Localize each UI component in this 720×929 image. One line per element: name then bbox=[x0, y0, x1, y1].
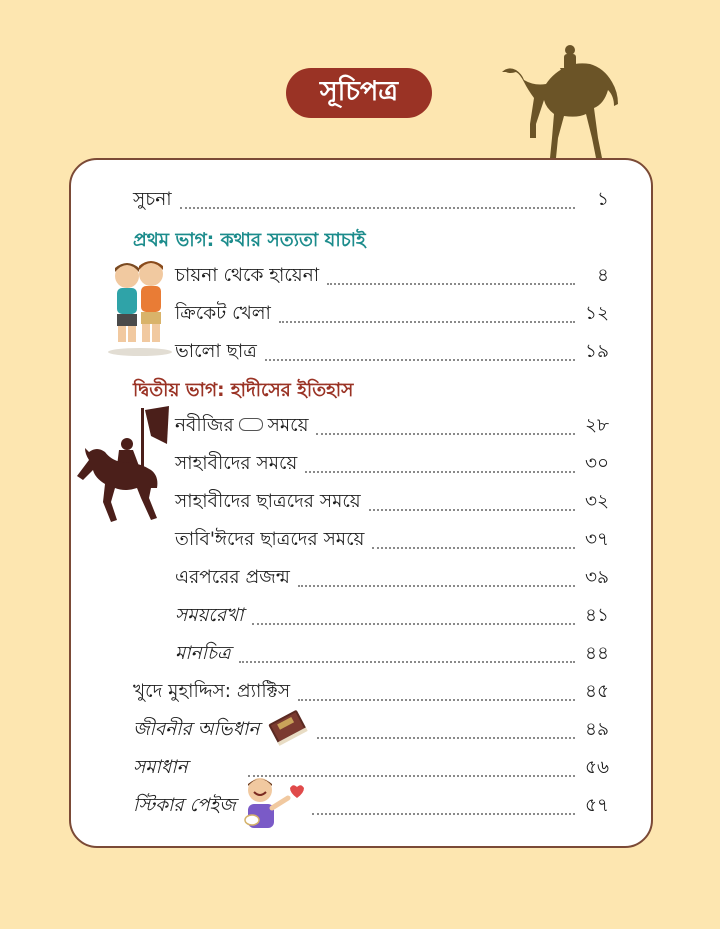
toc-label: চায়না থেকে হায়েনা bbox=[175, 265, 320, 286]
toc-label: সুচনা bbox=[133, 189, 172, 210]
toc-label: সময়রেখা bbox=[175, 605, 244, 626]
toc-row[interactable] bbox=[175, 300, 609, 330]
dot-leader bbox=[180, 206, 575, 209]
section-heading-part2: দ্বিতীয় ভাগ: হাদীসের ইতিহাস bbox=[133, 380, 354, 401]
toc-label: এরপরের প্রজন্ম bbox=[175, 567, 290, 588]
toc-page: ৫৬ bbox=[584, 757, 609, 778]
toc-label bbox=[175, 411, 308, 442]
toc-row[interactable] bbox=[175, 564, 609, 594]
dot-leader bbox=[279, 320, 575, 323]
toc-row[interactable] bbox=[133, 678, 609, 708]
toc-label-suffix: সময়ে bbox=[267, 415, 309, 436]
sticker-boy-icon bbox=[238, 776, 304, 834]
dot-leader bbox=[327, 282, 575, 285]
toc-row[interactable] bbox=[175, 640, 609, 670]
toc-page: ৩০ bbox=[584, 453, 609, 474]
toc-row[interactable] bbox=[175, 602, 609, 632]
toc-page: ৪ bbox=[596, 265, 609, 286]
toc-row[interactable] bbox=[175, 412, 609, 442]
toc-page: ১৯ bbox=[584, 341, 609, 362]
book-icon bbox=[265, 706, 309, 746]
toc-page: ২৮ bbox=[584, 415, 609, 436]
toc-label: খুদে মুহাদ্দিস: প্র্যাক্টিস bbox=[133, 681, 291, 702]
toc-row[interactable] bbox=[175, 488, 609, 518]
dot-leader bbox=[369, 508, 575, 511]
toc-label: স্টিকার পেইজ bbox=[133, 795, 236, 816]
toc-card bbox=[69, 158, 653, 848]
toc-row-intro[interactable] bbox=[133, 186, 609, 216]
toc-row[interactable] bbox=[175, 450, 609, 480]
toc-label: সমাধান bbox=[133, 757, 188, 778]
toc-label: মানচিত্র bbox=[175, 643, 231, 664]
toc-page: ৫৭ bbox=[584, 795, 609, 816]
toc-row[interactable] bbox=[133, 754, 609, 784]
salawat-seal-icon bbox=[239, 418, 263, 431]
toc-page: ৪১ bbox=[584, 605, 609, 626]
dot-leader bbox=[239, 660, 575, 663]
toc-label-text: নবীজির bbox=[175, 415, 234, 436]
dot-leader bbox=[298, 698, 575, 701]
dot-leader bbox=[298, 584, 575, 587]
toc-row[interactable] bbox=[175, 338, 609, 368]
toc-page: ৩৯ bbox=[584, 567, 609, 588]
toc-label: জীবনীর অভিধান bbox=[133, 719, 260, 740]
dot-leader bbox=[372, 546, 575, 549]
horse-rider-flag-icon bbox=[75, 404, 173, 528]
toc-page: ৩২ bbox=[584, 491, 609, 512]
toc-row[interactable] bbox=[175, 526, 609, 556]
dot-leader bbox=[312, 812, 575, 815]
toc-page: ৪৯ bbox=[584, 719, 609, 740]
toc-label: ভালো ছাত্র bbox=[175, 341, 257, 362]
page-title: সূচিপত্র bbox=[286, 68, 432, 118]
toc-label: সাহাবীদের সময়ে bbox=[175, 453, 298, 474]
toc-row[interactable] bbox=[133, 716, 609, 746]
toc-page: ১ bbox=[596, 189, 609, 210]
toc-row[interactable] bbox=[175, 262, 609, 292]
toc-page: ৩৭ bbox=[584, 529, 609, 550]
dot-leader bbox=[265, 358, 575, 361]
section-heading-part1: প্রথম ভাগ: কথার সত্যতা যাচাই bbox=[133, 230, 366, 251]
toc-page: ৪৫ bbox=[584, 681, 609, 702]
toc-label: সাহাবীদের ছাত্রদের সময়ে bbox=[175, 491, 361, 512]
dot-leader bbox=[305, 470, 575, 473]
toc-label: ক্রিকেট খেলা bbox=[175, 303, 271, 324]
camel-rider-icon bbox=[498, 42, 628, 160]
toc-row[interactable] bbox=[133, 792, 609, 822]
toc-label: তাবি'ঈদের ছাত্রদের সময়ে bbox=[175, 529, 365, 550]
toc-page: ৪৪ bbox=[584, 643, 609, 664]
dot-leader bbox=[317, 736, 575, 739]
dot-leader bbox=[252, 622, 575, 625]
toc-page: ১২ bbox=[584, 303, 609, 324]
two-boys-icon bbox=[105, 258, 175, 358]
dot-leader bbox=[316, 432, 575, 435]
